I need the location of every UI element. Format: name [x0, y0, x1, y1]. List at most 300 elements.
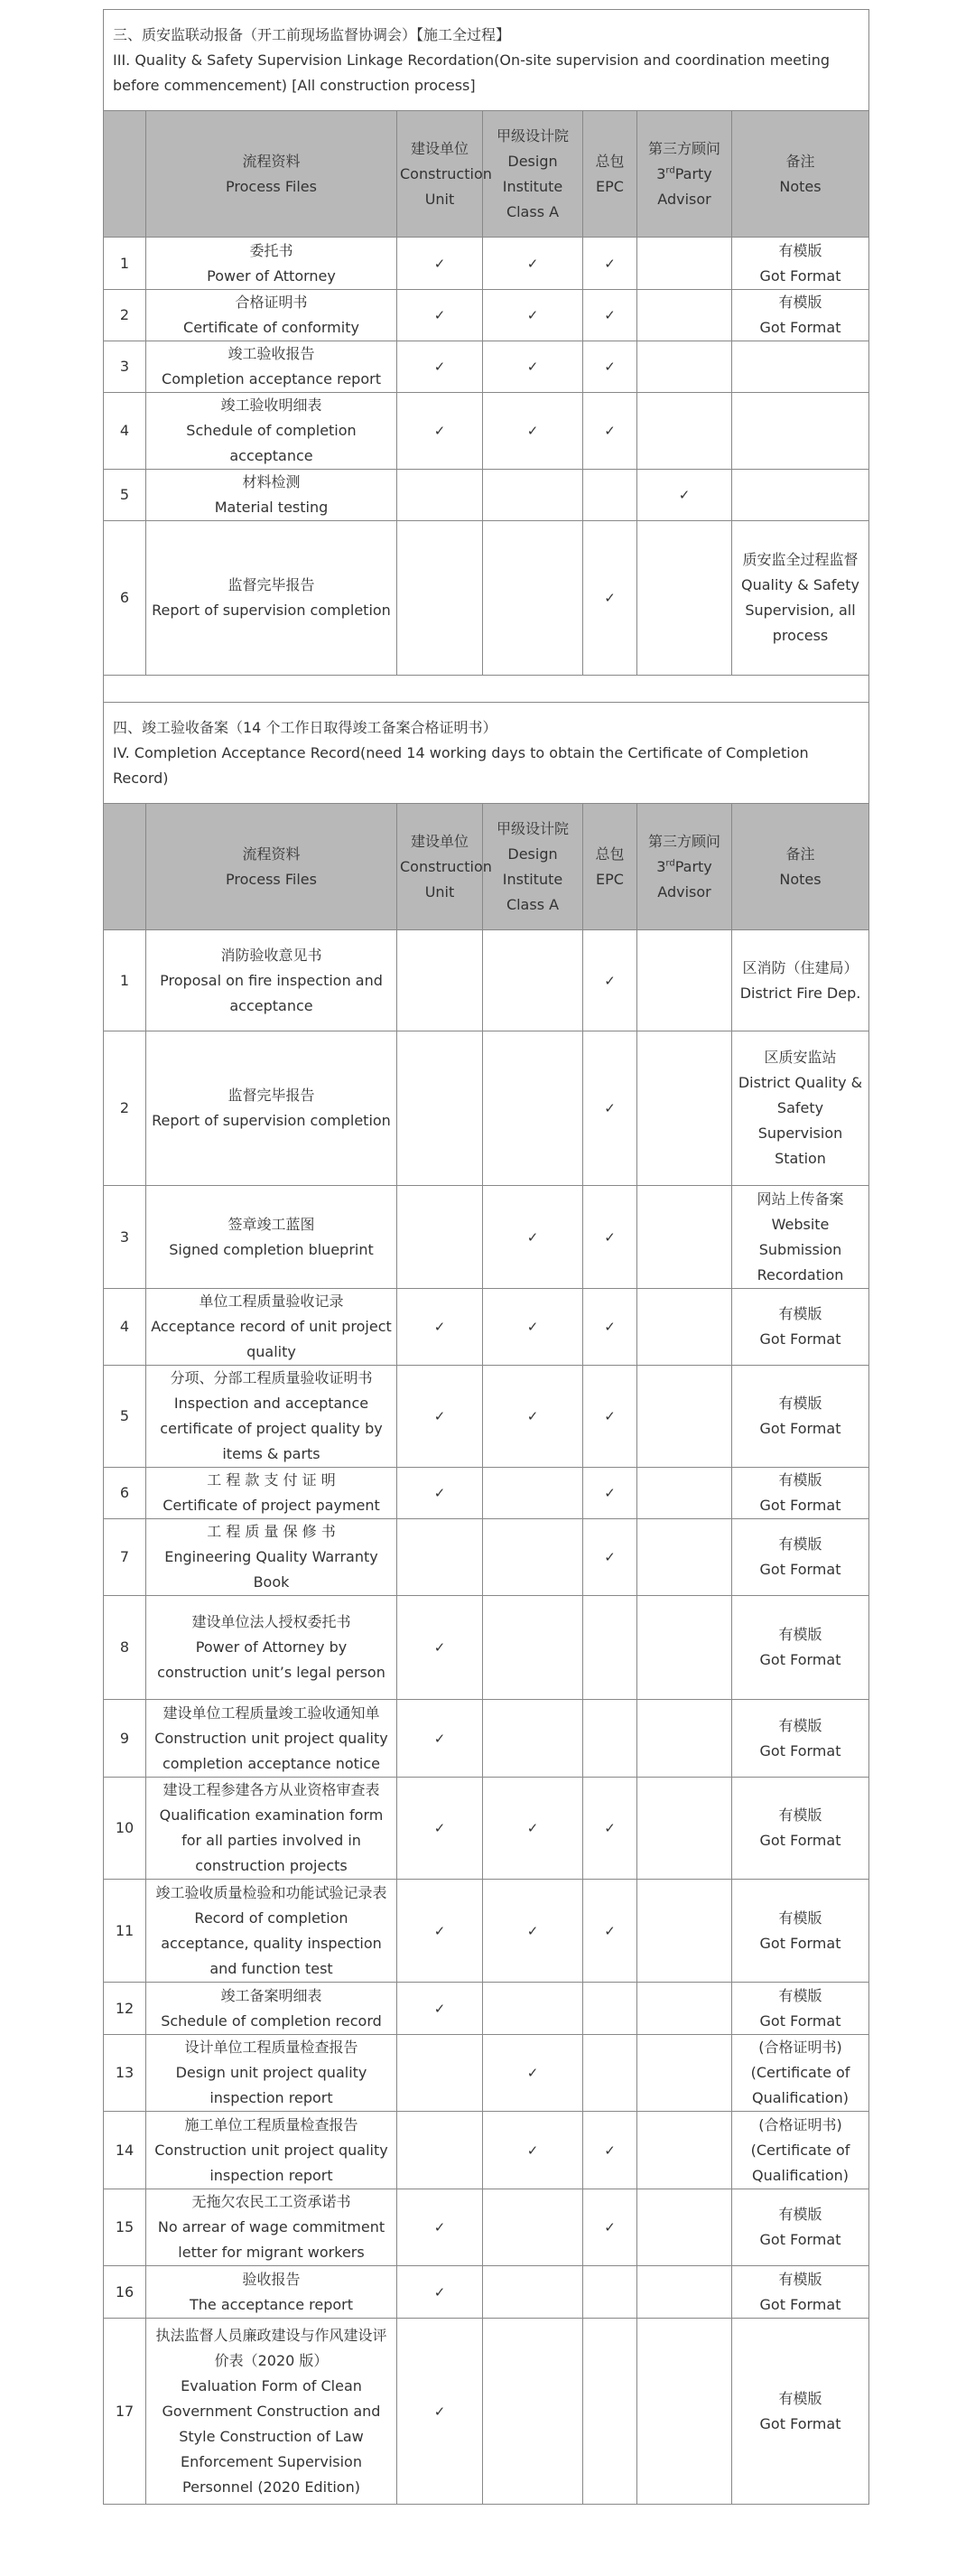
note-cn: 有模版 — [778, 1986, 822, 2004]
process-file — [146, 1983, 397, 2035]
process-file-en: No arrear of wage commitment letter for migrant workers — [157, 2218, 385, 2261]
header-epc — [583, 804, 637, 930]
process-file-en: Material testing — [214, 499, 329, 516]
construction-unit-cell — [397, 1031, 483, 1186]
check-mark-icon: ✓ — [604, 255, 616, 272]
process-file-en: Engineering Quality Warranty Book — [164, 1548, 378, 1591]
check-mark-icon: ✓ — [526, 1922, 539, 1939]
note-en: Got Format — [759, 2011, 841, 2030]
process-file — [146, 238, 397, 290]
check-mark-icon: ✓ — [604, 1485, 616, 1501]
construction-unit-cell — [397, 1468, 483, 1519]
process-file-cn: 竣工验收报告 — [228, 345, 315, 362]
check-mark-icon: ✓ — [433, 2219, 446, 2235]
design-institute-cell — [483, 1519, 583, 1596]
process-file-en: Schedule of completion record — [161, 2011, 382, 2030]
row-number: 5 — [104, 470, 146, 521]
note-en: Got Format — [759, 1330, 841, 1348]
note-cn: 有模版 — [778, 1626, 822, 1643]
process-file — [146, 393, 397, 470]
process-file-cn: 设计单位工程质量检查报告 — [184, 2039, 358, 2056]
third-party-cell — [637, 1519, 732, 1596]
row-number: 14 — [104, 2112, 146, 2189]
note-en: Got Format — [759, 2231, 841, 2248]
check-mark-icon: ✓ — [604, 2219, 616, 2235]
header-label-en: Notes — [779, 870, 822, 888]
construction-unit-cell — [397, 2319, 483, 2505]
process-file — [146, 2112, 397, 2189]
note-en: Got Format — [759, 1832, 841, 1849]
section-title-en: IV. Completion Acceptance Record(need 14 working days to obtain the Certificate of Completion Record) — [113, 743, 809, 787]
process-file-cn: 验收报告 — [242, 2270, 301, 2288]
note-cn: 有模版 — [778, 294, 822, 311]
process-file — [146, 1596, 397, 1700]
third-party-cell — [637, 1366, 732, 1468]
epc-cell — [583, 470, 637, 521]
check-mark-icon: ✓ — [678, 487, 691, 503]
row-number: 1 — [104, 930, 146, 1031]
process-file-en: Construction unit project quality completion acceptance notice — [154, 1729, 388, 1772]
construction-unit-cell — [397, 1983, 483, 2035]
notes-cell — [732, 1468, 869, 1519]
header-label-cn: 建设单位 — [410, 139, 469, 157]
process-file-cn: 施工单位工程质量检查报告 — [184, 2115, 358, 2133]
note-cn: 有模版 — [778, 1806, 822, 1824]
notes-cell — [732, 1289, 869, 1366]
process-file — [146, 1366, 397, 1468]
process-file-cn: 无拖欠农民工工资承诺书 — [191, 2193, 351, 2210]
check-mark-icon: ✓ — [604, 1549, 616, 1565]
note-cn: 有模版 — [778, 1535, 822, 1553]
check-mark-icon: ✓ — [604, 590, 616, 606]
process-file-en: Certificate of project payment — [162, 1497, 380, 1514]
process-file-cn: 监督完毕报告 — [228, 576, 315, 593]
epc-cell — [583, 2035, 637, 2112]
check-mark-icon: ✓ — [433, 255, 446, 272]
process-file-en: Completion acceptance report — [162, 370, 381, 387]
process-file-cn: 消防验收意见书 — [220, 946, 322, 964]
third-party-cell — [637, 341, 732, 393]
notes-cell — [732, 930, 869, 1031]
section4-title — [104, 703, 869, 804]
notes-cell — [732, 341, 869, 393]
epc-cell — [583, 1366, 637, 1468]
row-number: 17 — [104, 2319, 146, 2505]
note-en: Website Submission Recordation — [757, 1215, 844, 1283]
row-number: 8 — [104, 1596, 146, 1700]
section4-header-row — [104, 804, 869, 930]
check-mark-icon: ✓ — [433, 1408, 446, 1424]
process-file — [146, 1778, 397, 1880]
third-party-cell — [637, 1031, 732, 1186]
notes-cell — [732, 1519, 869, 1596]
note-en: Got Format — [759, 1934, 841, 1952]
header-label-en-pre: 3 — [656, 857, 666, 875]
process-file-cn: 执法监督人员廉政建设与作风建设评价表（2020 版） — [155, 2326, 387, 2369]
epc-cell — [583, 521, 637, 676]
check-mark-icon: ✓ — [433, 1639, 446, 1656]
third-party-cell — [637, 521, 732, 676]
epc-cell — [583, 930, 637, 1031]
note-cn: 有模版 — [778, 1471, 822, 1489]
table-row — [104, 521, 869, 676]
notes-cell — [732, 2189, 869, 2266]
note-cn: 网站上传备案 — [757, 1190, 844, 1208]
process-file-cn: 委托书 — [249, 241, 293, 259]
table-row — [104, 1289, 869, 1366]
third-party-cell — [637, 1186, 732, 1289]
note-en: District Quality & Safety Supervision Station — [738, 1074, 863, 1167]
row-number: 15 — [104, 2189, 146, 2266]
check-mark-icon: ✓ — [433, 2283, 446, 2301]
spacer-cell — [104, 676, 869, 703]
table-row — [104, 238, 869, 290]
notes-cell — [732, 521, 869, 676]
header-label-cn: 总包 — [595, 845, 625, 863]
process-file-en: Report of supervision completion — [152, 602, 391, 619]
table-row — [104, 1366, 869, 1468]
header-label-cn: 建设单位 — [410, 832, 469, 850]
row-number: 10 — [104, 1778, 146, 1880]
table-row — [104, 341, 869, 393]
third-party-cell — [637, 470, 732, 521]
process-file-en: Record of completion acceptance, quality inspection and function test — [161, 1909, 382, 1977]
process-file-cn: 签章竣工蓝图 — [228, 1215, 315, 1233]
note-cn: (合格证明书) — [758, 2115, 842, 2133]
third-party-cell — [637, 2319, 732, 2505]
header-label-en-sup: rd — [665, 165, 675, 176]
row-number: 13 — [104, 2035, 146, 2112]
design-institute-cell — [483, 1778, 583, 1880]
construction-unit-cell — [397, 1519, 483, 1596]
table-row — [104, 470, 869, 521]
header-no — [104, 804, 146, 930]
epc-cell — [583, 238, 637, 290]
check-mark-icon: ✓ — [526, 359, 539, 375]
check-mark-icon: ✓ — [604, 1228, 616, 1246]
check-mark-icon: ✓ — [526, 1820, 539, 1836]
process-file-en: Acceptance record of unit project quality — [151, 1318, 392, 1360]
third-party-cell — [637, 930, 732, 1031]
note-en: Got Format — [759, 1497, 841, 1514]
third-party-cell — [637, 2035, 732, 2112]
process-file — [146, 521, 397, 676]
row-number: 4 — [104, 393, 146, 470]
third-party-cell — [637, 2266, 732, 2319]
note-cn: 有模版 — [778, 1305, 822, 1322]
header-label-cn: 第三方顾问 — [647, 832, 720, 850]
notes-cell — [732, 1880, 869, 1983]
epc-cell — [583, 1289, 637, 1366]
table-row — [104, 1983, 869, 2035]
header-notes — [732, 111, 869, 238]
note-en: Got Format — [759, 1741, 841, 1759]
header-label-en: Notes — [779, 177, 822, 195]
spacer-row — [104, 676, 869, 703]
note-cn: (合格证明书) — [758, 2039, 842, 2056]
construction-unit-cell — [397, 1186, 483, 1289]
process-file-en: Report of supervision completion — [152, 1112, 391, 1129]
check-mark-icon: ✓ — [433, 423, 446, 439]
header-third-party-advisor — [637, 111, 732, 238]
check-mark-icon: ✓ — [604, 1408, 616, 1424]
process-file-en: Certificate of conformity — [183, 319, 359, 336]
process-file-en: Proposal on fire inspection and acceptance — [160, 971, 383, 1014]
row-number: 6 — [104, 521, 146, 676]
table-row — [104, 1031, 869, 1186]
process-file-cn: 建设工程参建各方从业资格审查表 — [162, 1781, 380, 1798]
table-row — [104, 1519, 869, 1596]
process-file-cn: 材料检测 — [242, 473, 301, 490]
design-institute-cell — [483, 2189, 583, 2266]
process-file-cn: 工 程 款 支 付 证 明 — [207, 1471, 336, 1489]
row-number: 6 — [104, 1468, 146, 1519]
design-institute-cell — [483, 930, 583, 1031]
row-number: 12 — [104, 1983, 146, 2035]
table-row — [104, 290, 869, 341]
construction-unit-cell — [397, 521, 483, 676]
construction-unit-cell — [397, 1880, 483, 1983]
process-file — [146, 2035, 397, 2112]
header-process-files — [146, 804, 397, 930]
header-label-cn: 总包 — [595, 152, 625, 170]
row-number: 2 — [104, 1031, 146, 1186]
epc-cell — [583, 2189, 637, 2266]
note-en: (Certificate of Qualification) — [750, 2141, 850, 2184]
process-file-en: Power of Attorney — [207, 266, 336, 285]
check-mark-icon: ✓ — [433, 1820, 446, 1836]
section-title-cn: 三、质安监联动报备（开工前现场监督协调会）【施工全过程】 — [113, 25, 511, 43]
header-no — [104, 111, 146, 238]
table-row — [104, 2266, 869, 2319]
table-row — [104, 393, 869, 470]
note-cn: 有模版 — [778, 1716, 822, 1734]
process-file-cn: 分项、分部工程质量验收证明书 — [170, 1369, 373, 1386]
epc-cell — [583, 1468, 637, 1519]
process-file — [146, 2319, 397, 2505]
construction-unit-cell — [397, 1289, 483, 1366]
header-third-party-advisor — [637, 804, 732, 930]
note-cn: 有模版 — [778, 1395, 822, 1412]
epc-cell — [583, 1031, 637, 1186]
design-institute-cell — [483, 1983, 583, 2035]
check-mark-icon: ✓ — [526, 1228, 539, 1246]
table-row — [104, 1186, 869, 1289]
table-row — [104, 1468, 869, 1519]
epc-cell — [583, 2319, 637, 2505]
table-row — [104, 2319, 869, 2505]
check-mark-icon: ✓ — [526, 1408, 539, 1424]
design-institute-cell — [483, 393, 583, 470]
process-file-en: Construction unit project quality inspection report — [154, 2141, 388, 2184]
process-file — [146, 1468, 397, 1519]
construction-unit-cell — [397, 2266, 483, 2319]
check-mark-icon: ✓ — [526, 423, 539, 439]
table-row — [104, 1596, 869, 1700]
design-institute-cell — [483, 1880, 583, 1983]
header-label-en: Construction Unit — [400, 164, 492, 208]
design-institute-cell — [483, 290, 583, 341]
check-mark-icon: ✓ — [433, 1485, 446, 1501]
process-file-en: Schedule of completion acceptance — [186, 422, 357, 464]
header-label-en: Design Institute Class A — [502, 152, 563, 220]
process-file — [146, 290, 397, 341]
check-mark-icon: ✓ — [433, 1922, 446, 1939]
process-file — [146, 930, 397, 1031]
epc-cell — [583, 2266, 637, 2319]
row-number: 4 — [104, 1289, 146, 1366]
process-file — [146, 341, 397, 393]
construction-unit-cell — [397, 238, 483, 290]
process-file — [146, 2266, 397, 2319]
process-file-cn: 竣工验收明细表 — [220, 397, 322, 414]
third-party-cell — [637, 1468, 732, 1519]
process-file-en: Power of Attorney by construction unit’s legal person — [157, 1638, 385, 1681]
row-number: 5 — [104, 1366, 146, 1468]
header-design-institute — [483, 111, 583, 238]
design-institute-cell — [483, 2112, 583, 2189]
header-label-en-post: Party Advisor — [657, 857, 712, 901]
header-label-en-pre: 3 — [656, 164, 666, 182]
header-label-en-sup: rd — [665, 858, 675, 869]
row-number: 3 — [104, 1186, 146, 1289]
check-mark-icon: ✓ — [604, 359, 616, 375]
header-construction-unit — [397, 111, 492, 238]
check-mark-icon: ✓ — [433, 1319, 446, 1335]
notes-cell — [732, 1983, 869, 2035]
notes-cell — [732, 2266, 869, 2319]
third-party-cell — [637, 1880, 732, 1983]
third-party-cell — [637, 1983, 732, 2035]
process-file — [146, 1031, 397, 1186]
table-row — [104, 2189, 869, 2266]
process-file-cn: 监督完毕报告 — [228, 1087, 315, 1104]
section-title-cn: 四、竣工验收备案（14 个工作日取得竣工备案合格证明书） — [113, 718, 497, 736]
process-file-en: Qualification examination form for all parties involved in construction projects — [159, 1806, 384, 1874]
design-institute-cell — [483, 1596, 583, 1700]
header-label-en: Process Files — [226, 870, 317, 888]
header-epc — [583, 111, 637, 238]
notes-cell — [732, 1366, 869, 1468]
check-mark-icon: ✓ — [604, 307, 616, 323]
notes-cell — [732, 1778, 869, 1880]
third-party-cell — [637, 393, 732, 470]
epc-cell — [583, 1983, 637, 2035]
design-institute-cell — [483, 1186, 583, 1289]
design-institute-cell — [483, 341, 583, 393]
construction-unit-cell — [397, 2189, 483, 2266]
note-en: Got Format — [759, 266, 841, 285]
check-mark-icon: ✓ — [604, 1922, 616, 1939]
process-file-cn: 竣工备案明细表 — [220, 1986, 322, 2004]
header-label-en: Design Institute Class A — [502, 845, 563, 913]
notes-cell — [732, 1700, 869, 1778]
process-file-en: Signed completion blueprint — [169, 1240, 374, 1258]
header-process-files — [146, 111, 397, 238]
construction-unit-cell — [397, 1596, 483, 1700]
section3-title-row — [104, 10, 869, 111]
third-party-cell — [637, 1289, 732, 1366]
process-file-cn: 单位工程质量验收记录 — [199, 1293, 344, 1310]
check-mark-icon: ✓ — [433, 2403, 446, 2420]
header-label-cn: 甲级设计院 — [496, 819, 569, 837]
note-en: District Fire Dep. — [739, 984, 861, 1002]
process-file-en: Inspection and acceptance certificate of project quality by items & parts — [160, 1395, 383, 1462]
check-mark-icon: ✓ — [433, 1730, 446, 1747]
third-party-cell — [637, 2189, 732, 2266]
note-en: Quality & Safety Supervision, all process — [741, 576, 859, 644]
section3-title — [104, 10, 869, 111]
header-label-en: EPC — [596, 177, 624, 195]
header-label-cn: 流程资料 — [242, 845, 301, 863]
note-en: Got Format — [759, 2295, 841, 2313]
row-number: 1 — [104, 238, 146, 290]
note-cn: 有模版 — [778, 2270, 822, 2288]
check-mark-icon: ✓ — [604, 972, 616, 989]
check-mark-icon: ✓ — [604, 1319, 616, 1335]
row-number: 3 — [104, 341, 146, 393]
process-file — [146, 2189, 397, 2266]
third-party-cell — [637, 1778, 732, 1880]
epc-cell — [583, 393, 637, 470]
epc-cell — [583, 1778, 637, 1880]
note-en: (Certificate of Qualification) — [750, 2064, 850, 2106]
header-label-cn: 流程资料 — [242, 152, 301, 170]
note-cn: 有模版 — [778, 241, 822, 259]
header-label-en: Process Files — [226, 177, 317, 195]
epc-cell — [583, 1880, 637, 1983]
header-design-institute — [483, 804, 583, 930]
process-file-cn: 合格证明书 — [235, 294, 308, 311]
epc-cell — [583, 1700, 637, 1778]
row-number: 16 — [104, 2266, 146, 2319]
check-mark-icon: ✓ — [526, 255, 539, 272]
design-institute-cell — [483, 470, 583, 521]
process-file-cn: 建设单位法人授权委托书 — [191, 1613, 351, 1630]
design-institute-cell — [483, 1289, 583, 1366]
check-mark-icon: ✓ — [604, 1100, 616, 1116]
construction-unit-cell — [397, 2035, 483, 2112]
design-institute-cell — [483, 1366, 583, 1468]
table-row — [104, 2035, 869, 2112]
notes-cell — [732, 2319, 869, 2505]
process-file — [146, 1880, 397, 1983]
row-number: 2 — [104, 290, 146, 341]
note-cn: 区质安监站 — [764, 1049, 837, 1066]
construction-unit-cell — [397, 1778, 483, 1880]
design-institute-cell — [483, 521, 583, 676]
process-file-cn: 工 程 质 量 保 修 书 — [207, 1523, 336, 1540]
note-en: Got Format — [759, 1561, 841, 1578]
notes-cell — [732, 1031, 869, 1186]
section3-header-row — [104, 111, 869, 238]
header-label-en: EPC — [596, 870, 624, 888]
third-party-cell — [637, 1700, 732, 1778]
process-file-en: The acceptance report — [189, 2295, 354, 2313]
third-party-cell — [637, 2112, 732, 2189]
notes-cell — [732, 1186, 869, 1289]
check-mark-icon: ✓ — [526, 2142, 539, 2159]
section4-title-row — [104, 703, 869, 804]
design-institute-cell — [483, 2035, 583, 2112]
note-en: Got Format — [759, 319, 841, 336]
process-file-cn: 竣工验收质量检验和功能试验记录表 — [155, 1883, 387, 1901]
note-en: Got Format — [759, 2414, 841, 2432]
construction-unit-cell — [397, 1700, 483, 1778]
header-notes — [732, 804, 869, 930]
epc-cell — [583, 341, 637, 393]
construction-unit-cell — [397, 2112, 483, 2189]
